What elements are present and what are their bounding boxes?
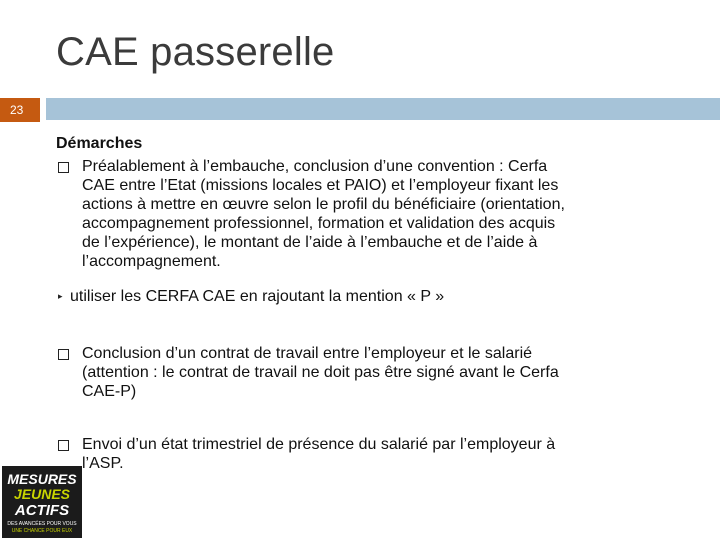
slide-title: CAE passerelle: [56, 30, 335, 74]
bullet-item-convention: Préalablement à l’embauche, conclusion d’une convention : Cerfa CAE entre l’Etat (missions locales et PAIO) et l’employeur fixant les actions à mettre en œuvre selon le profil du bénéficiaire (orientation, accompagnement professionnel, formation et validation des acquis de l’expérience), le montant de l’aide à l’embauche et de l’aide à l’accompagnement.: [82, 158, 565, 270]
title-underline-bar: [46, 98, 720, 120]
logo-line-actifs: ACTIFS: [14, 502, 70, 519]
slide-number: 23: [10, 103, 24, 117]
logo-tagline-2: UNE CHANCE POUR EUX: [11, 528, 73, 534]
bullet-item-contrat: Conclusion d’un contrat de travail entre l’employeur et le salarié (attention : le contrat de travail ne doit pas être signé avant le Cerfa CAE-P): [82, 345, 559, 400]
square-bullet-icon: [58, 440, 69, 451]
logo-tagline-1: DES AVANCÉES POUR VOUS: [7, 521, 77, 527]
triangle-bullet-icon: ▸: [58, 291, 63, 301]
logo-line-mesures: MESURES: [7, 471, 77, 487]
square-bullet-icon: [58, 349, 69, 360]
sub-item-cerfa: utiliser les CERFA CAE en rajoutant la mention « P »: [70, 288, 445, 305]
square-bullet-icon: [58, 162, 69, 173]
mesures-jeunes-actifs-logo: [2, 466, 82, 538]
section-heading: Démarches: [56, 135, 143, 152]
bullet-item-etat: Envoi d’un état trimestriel de présence du salarié par l’employeur à l’ASP.: [82, 436, 556, 472]
logo-line-jeunes: JEUNES: [13, 486, 71, 502]
